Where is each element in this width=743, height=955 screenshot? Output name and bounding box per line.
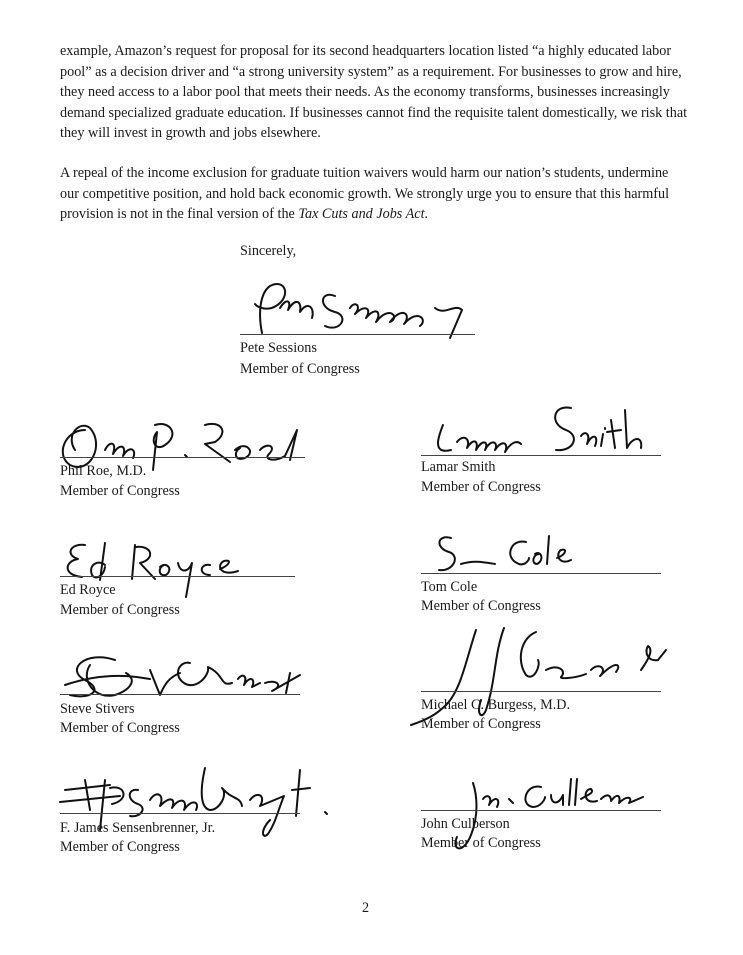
- signature-smith: [421, 400, 666, 460]
- signatory-title: Member of Congress: [60, 602, 180, 618]
- signatory-name: Michael C. Burgess, M.D.: [421, 697, 571, 713]
- paragraph-2-text: A repeal of the income exclusion for graduate tuition waivers would harm our nation’s students, undermine our competitive position, and hold back economic growth. We strongly urge you to ensure that this harmful provision is not in the final version of the: [60, 165, 670, 222]
- bill-title: Tax Cuts and Jobs Act: [298, 206, 425, 222]
- signature-line: [240, 334, 475, 335]
- body-paragraph-2: [60, 163, 690, 225]
- signatory-title: Member of Congress: [421, 835, 541, 851]
- paragraph-2-end: .: [424, 206, 429, 222]
- closing: Sincerely,: [240, 243, 297, 259]
- signature-line: [60, 457, 305, 458]
- signature-line: [421, 455, 661, 456]
- signature-line: [60, 813, 300, 814]
- signatory-name: Steve Stivers: [60, 701, 135, 717]
- signatory-title: Member of Congress: [421, 598, 541, 614]
- signatory-name: Lamar Smith: [421, 459, 496, 475]
- signature-sessions: [240, 278, 490, 338]
- signature-line: [421, 691, 661, 692]
- signatory-name: Phil Roe, M.D.: [60, 463, 147, 479]
- signature-line: [421, 810, 661, 811]
- signature-line: [421, 573, 661, 574]
- body-paragraph-1: example, Amazon’s request for proposal for its second headquarters location listed “a highly educated labor pool” as a decision driver and “a strong university system” as a requirement. For businesses to grow and hire, they need access to a labor pool that meets their needs. As the economy transforms, businesses increasingly demand specialized graduate education. If businesses cannot find the requisite talent domestically, we risk that they will invest in growth and jobs elsewhere.: [60, 43, 688, 141]
- signature-line: [60, 694, 300, 695]
- signatory-name: Pete Sessions: [240, 340, 317, 356]
- signatory-name: F. James Sensenbrenner, Jr.: [60, 820, 216, 836]
- signatory-name: John Culberson: [421, 816, 510, 832]
- signatory-name: Tom Cole: [421, 579, 478, 595]
- signature-line: [60, 576, 295, 577]
- signatory-title: Member of Congress: [60, 839, 180, 855]
- signatory-title: Member of Congress: [240, 361, 360, 377]
- page-number: 2: [362, 900, 370, 916]
- signatory-title: Member of Congress: [421, 479, 541, 495]
- signatory-title: Member of Congress: [60, 720, 180, 736]
- signatory-title: Member of Congress: [60, 483, 180, 499]
- signatory-name: Ed Royce: [60, 582, 116, 598]
- signatory-title: Member of Congress: [421, 716, 541, 732]
